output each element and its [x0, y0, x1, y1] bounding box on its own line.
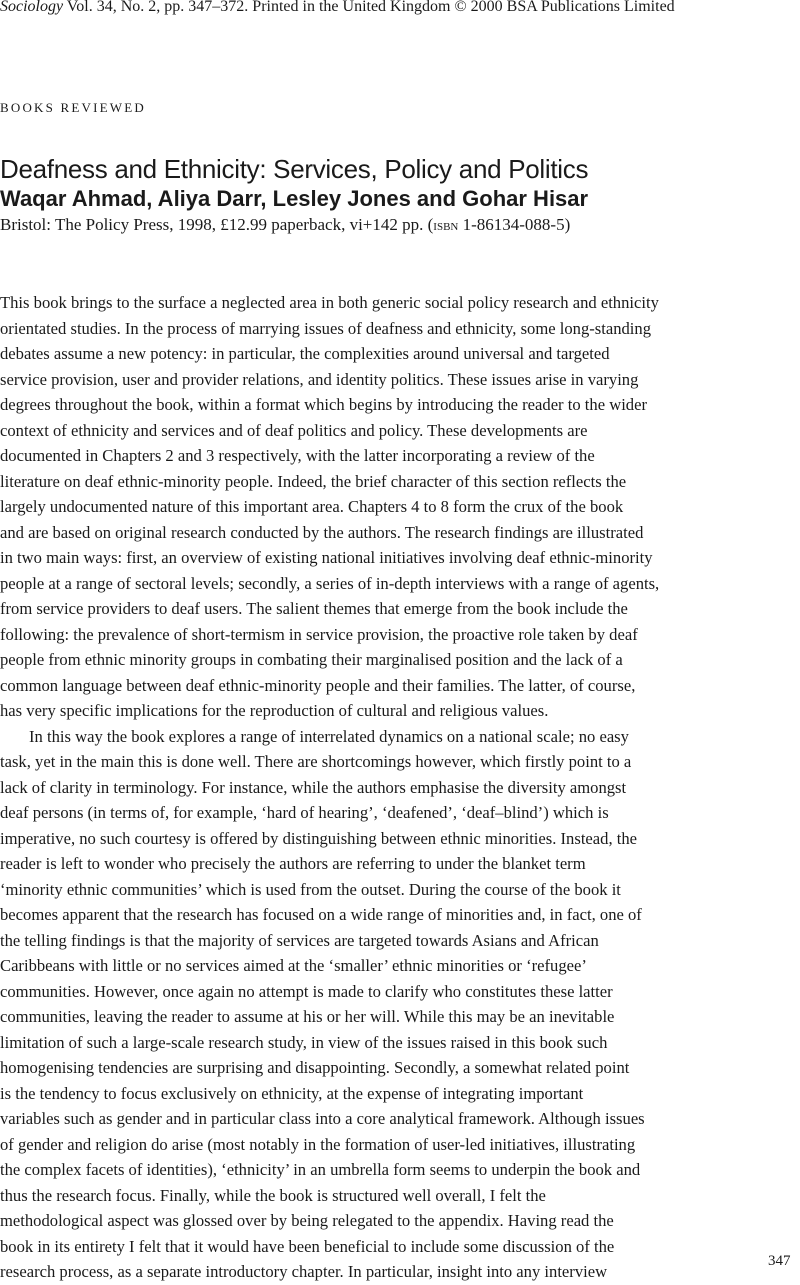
body-line: common language between deaf ethnic-minority people and their families. The latter, of course,	[0, 675, 636, 695]
page-number: 347	[768, 1253, 791, 1269]
body-line: from service providers to deaf users. The salient themes that emerge from the book include the	[0, 599, 628, 618]
body-line: methodological aspect was glossed over by being relegated to the appendix. Having read the	[0, 1211, 614, 1230]
publication-details	[0, 214, 570, 237]
body-line: deaf persons (in terms of, for example, ‘hard of hearing’, ‘deafened’, ‘deaf–blind’) which is	[0, 803, 609, 822]
body-line: literature on deaf ethnic-minority people. Indeed, the brief character of this section reflects the	[0, 471, 627, 491]
body-line: people at a range of sectoral levels; secondly, a series of in-depth interviews with a range of agents,	[0, 573, 660, 593]
running-header	[0, 0, 800, 18]
body-line: becomes apparent that the research has focused on a wide range of minorities and, in fact, one of	[0, 905, 642, 924]
body-line: research process, as a separate introductory chapter. In particular, insight into any interview	[0, 1262, 608, 1281]
book-authors: Waqar Ahmad, Aliya Darr, Lesley Jones and Gohar Hisar	[0, 186, 589, 211]
body-line: orientated studies. In the process of marrying issues of deafness and ethnicity, some long-standing	[0, 318, 651, 338]
body-line: ‘minority ethnic communities’ which is used from the outset. During the course of the book it	[0, 879, 621, 899]
body-line: is the tendency to focus exclusively on ethnicity, at the expense of integrating important	[0, 1083, 584, 1103]
body-line: degrees throughout the book, within a format which begins by introducing the reader to the wider	[0, 395, 647, 414]
body-line: limitation of such a large-scale research study, in view of the issues raised in this book such	[0, 1032, 608, 1052]
body-line: context of ethnicity and services and of deaf politics and policy. These developments are	[0, 420, 588, 440]
body-line: thus the research focus. Finally, while the book is structured well overall, I felt the	[0, 1185, 546, 1205]
body-line: following: the prevalence of short-termism in service provision, the proactive role taken by deaf	[0, 624, 638, 644]
body-line: the telling findings is that the majority of services are targeted towards Asians and African	[0, 930, 599, 950]
body-line: and are based on original research conducted by the authors. The research findings are illustrated	[0, 522, 644, 542]
body-line: documented in Chapters 2 and 3 respectively, with the latter incorporating a review of the	[0, 446, 595, 465]
body-line: homogenising tendencies are surprising and disappointing. Secondly, a somewhat related point	[0, 1058, 630, 1077]
body-line: people from ethnic minority groups in combating their marginalised position and the lack of a	[0, 650, 623, 669]
body-line: communities, leaving the reader to assume at his or her will. While this may be an inevitable	[0, 1007, 615, 1026]
body-line: lack of clarity in terminology. For instance, while the authors emphasise the diversity amongst	[0, 777, 627, 797]
publication-info: Bristol: The Policy Press, 1998, £12.99 paperback, vi+142 pp. (	[0, 215, 434, 234]
journal-name: Sociology	[0, 0, 64, 15]
body-line: imperative, no such courtesy is offered by distinguishing between ethnic minorities. Instead, the	[0, 828, 638, 848]
body-line: debates assume a new potency: in particular, the complexities around universal and targeted	[0, 344, 610, 363]
body-line: book in its entirety I felt that it would have been beneficial to include some discussion of the	[0, 1236, 615, 1256]
body-line: has very specific implications for the reproduction of cultural and religious values.	[0, 701, 549, 720]
body-line: reader is left to wonder who precisely the authors are referring to under the blanket term	[0, 854, 586, 873]
body-line: This book brings to the surface a neglected area in both generic social policy research and ethnicity	[0, 293, 659, 312]
body-line: communities. However, once again no attempt is made to clarify who constitutes these latter	[0, 981, 613, 1001]
body-line: variables such as gender and in particular class into a core analytical framework. Although issues	[0, 1109, 645, 1128]
book-title: Deafness and Ethnicity: Services, Policy and Politics	[0, 154, 589, 184]
isbn-value: 1-86134-088-5)	[458, 215, 571, 234]
body-line: the complex facets of identities), ‘ethnicity’ in an umbrella form seems to underpin the book and	[0, 1160, 641, 1179]
body-line: in two main ways: first, an overview of existing national initiatives involving deaf ethnic-minority	[0, 548, 653, 567]
journal-citation: Vol. 34, No. 2, pp. 347–372. Printed in the United Kingdom © 2000 BSA Publications Limited	[63, 0, 675, 15]
isbn-label: isbn	[433, 218, 459, 234]
body-line: task, yet in the main this is done well. There are shortcomings however, which firstly point to a	[0, 752, 632, 771]
body-line: largely undocumented nature of this important area. Chapters 4 to 8 form the crux of the book	[0, 497, 624, 516]
review-body	[0, 290, 760, 1285]
body-line: Caribbeans with little or no services aimed at the ‘smaller’ ethnic minorities or ‘refugee’	[0, 956, 587, 975]
body-line: service provision, user and provider relations, and identity politics. These issues arise in varying	[0, 369, 639, 389]
body-line: of gender and religion do arise (most notably in the formation of user-led initiatives, illustrating	[0, 1134, 636, 1154]
section-label: BOOKS REVIEWED	[0, 100, 146, 115]
body-line: In this way the book explores a range of interrelated dynamics on a national scale; no easy	[29, 726, 629, 746]
